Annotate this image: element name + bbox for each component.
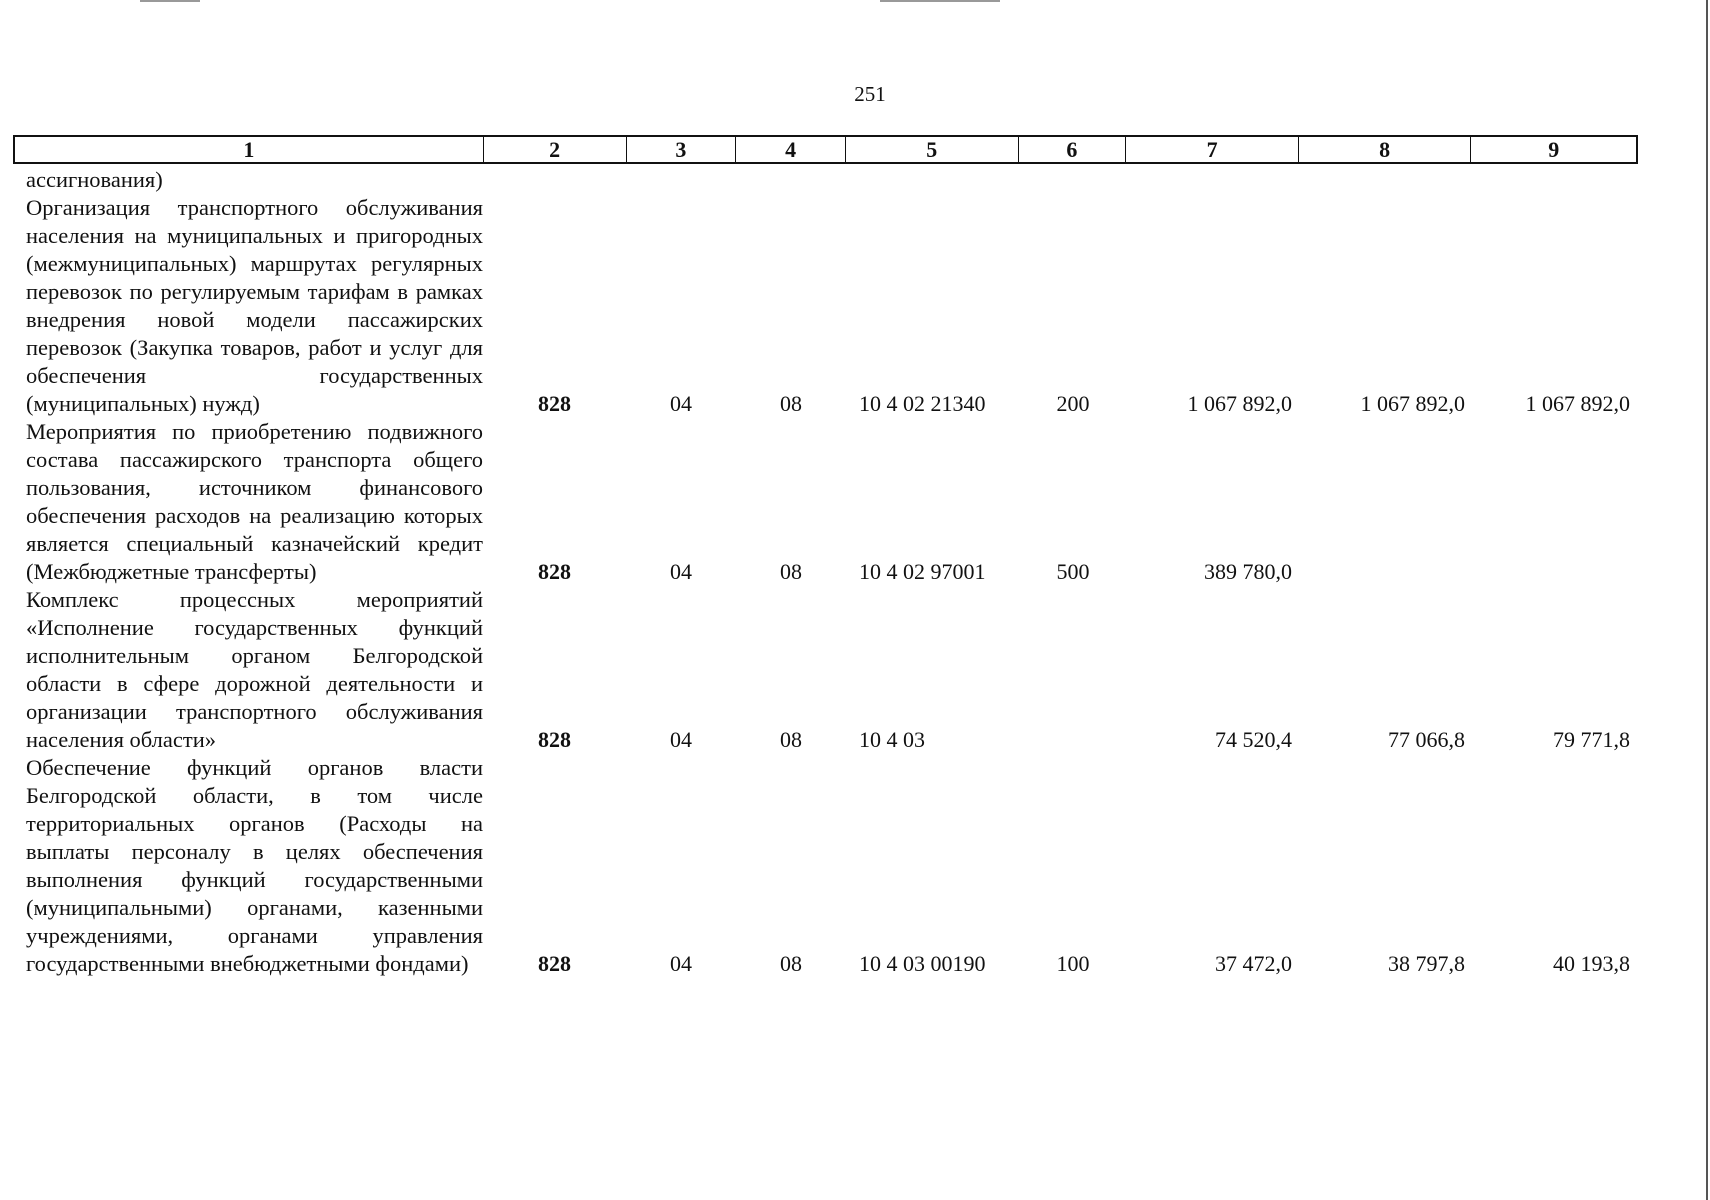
header-col-5: 5: [846, 137, 1019, 162]
header-col-6: 6: [1019, 137, 1127, 162]
cell-section: 04: [670, 727, 692, 752]
row-description: Комплекс процессных мероприятий «Исполнение государственных функций исполнительным органом Белгородской области в сфере дорожной деятельности и организации транспортного обслуживания населения области»: [26, 587, 483, 752]
scan-artifact-line: [140, 0, 200, 2]
table-row: [13, 418, 1638, 586]
page-number: 251: [854, 82, 886, 106]
cell-subsection: 08: [780, 391, 802, 416]
cell-amount-year3: 79 771,8: [1553, 727, 1630, 752]
cell-admin-code: 828: [538, 727, 571, 752]
table-row: [13, 166, 1638, 194]
cell-expense-type: 200: [1056, 391, 1090, 416]
cell-target-article: 10 4 03: [859, 727, 925, 752]
table-row: [13, 754, 1638, 978]
row-description: Мероприятия по приобретению подвижного состава пассажирского транспорта общего пользования, источником финансового обеспечения расходов на реализацию которых является специальный казначейский кредит (Межбюджетные трансферты): [26, 419, 483, 584]
cell-section: 04: [670, 559, 692, 584]
cell-amount-year3: 1 067 892,0: [1525, 391, 1630, 416]
cell-section: 04: [670, 951, 692, 976]
page-margin-line: [1706, 0, 1708, 1200]
cell-subsection: 08: [780, 559, 802, 584]
header-col-7: 7: [1126, 137, 1299, 162]
row-description: Обеспечение функций органов власти Белгородской области, в том числе территориальных органов (Расходы на выплаты персоналу в целях обеспечения выполнения функций государственными (муниципальными) органами, казенными учреждениями, органами управления государственными внебюджетными фондами): [26, 755, 483, 976]
cell-amount-year2: 77 066,8: [1388, 727, 1465, 752]
cell-admin-code: 828: [538, 951, 571, 976]
table-body: [13, 166, 1638, 978]
cell-section: 04: [670, 391, 692, 416]
header-col-3: 3: [627, 137, 737, 162]
cell-expense-type: 500: [1056, 559, 1090, 584]
cell-admin-code: 828: [538, 559, 571, 584]
header-col-9: 9: [1548, 137, 1560, 162]
cell-subsection: 08: [780, 727, 802, 752]
header-col-8: 8: [1299, 137, 1472, 162]
table-row: [13, 194, 1638, 418]
cell-subsection: 08: [780, 951, 802, 976]
cell-target-article: 10 4 02 97001: [859, 559, 986, 584]
cell-admin-code: 828: [538, 391, 571, 416]
cell-expense-type: 100: [1056, 951, 1090, 976]
cell-amount-year2: 1 067 892,0: [1360, 391, 1465, 416]
row-description: ассигнования): [26, 167, 163, 192]
row-description: Организация транспортного обслуживания населения на муниципальных и пригородных (межмуниципальных) маршрутах регулярных перевозок по регулируемым тарифам в рамках внедрения новой модели пассажирских перевозок (Закупка товаров, работ и услуг для обеспечения государственных (муниципальных) нужд): [26, 195, 483, 416]
cell-target-article: 10 4 02 21340: [859, 391, 986, 416]
cell-amount-year1: 389 780,0: [1204, 559, 1292, 584]
header-col-4: 4: [736, 137, 846, 162]
scan-artifact-line: [880, 0, 1000, 2]
cell-target-article: 10 4 03 00190: [859, 951, 986, 976]
header-col-2: 2: [484, 137, 627, 162]
cell-amount-year1: 74 520,4: [1215, 727, 1292, 752]
cell-amount-year2: 38 797,8: [1388, 951, 1465, 976]
table-header: [13, 135, 1638, 164]
header-col-1: 1: [15, 137, 484, 162]
cell-amount-year1: 1 067 892,0: [1187, 391, 1292, 416]
cell-amount-year3: 40 193,8: [1553, 951, 1630, 976]
cell-amount-year1: 37 472,0: [1215, 951, 1292, 976]
table-row: [13, 586, 1638, 754]
